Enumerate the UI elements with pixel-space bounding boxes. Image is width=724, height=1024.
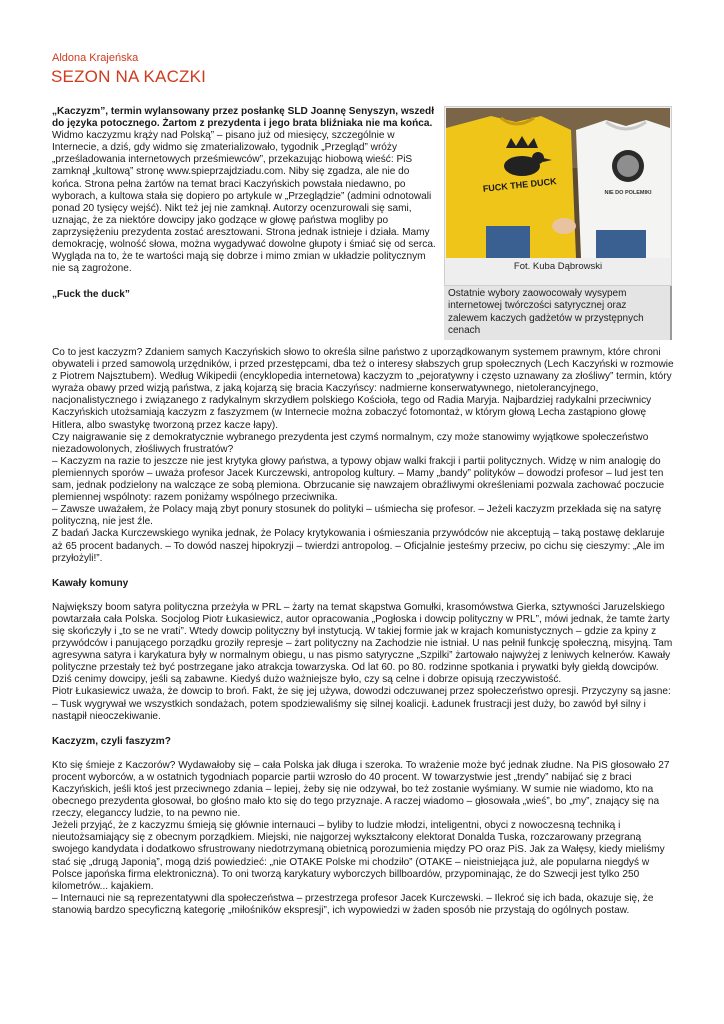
paragraph: Kto się śmieje z Kaczorów? Wydawałoby się – cała Polska jak długa i szeroka. To wrażenie może być jednak złudne. Na PiS głosowało 27 procent wyborców, a w ostatnich tygodniach poparcie partii wzrosło do 40 procent. W towarzystwie jest „trendy” nabijać się z braci Kaczyńskich, jeśli ktoś jest przeciwnego zdania – lepiej, żeby się nie odzywał, bo też zostanie wyśmiany. W sumie nie wiadomo, kto na obecnego prezydenta głosował, bo głośno mało kto się do tego przyznaje. A raczej wiadomo – głosowała „wieś”, bo „my”, znający się na rzeczy, eleganccy ludzie, to na pewno nie. [52,759,670,820]
paragraph: Co to jest kaczyzm? Zdaniem samych Kaczyńskich słowo to określa silne państwo z uporządkowanym systemem prawnym, które chroni obywateli i przed samowolą urzędników, i przed przestępcami, dba też o interesy słabszych grup społecznych (Lech Kaczyński w rozmowie z Piotrem Najsztubem). Według Wikipedii (encyklopedia internetowa) kaczyzm to „pejoratywny i często uznawany za złośliwy” termin, który wyraża obawy przed wizją państwa, z jaką kojarzą się bracia Kaczyńscy: nadmierne konserwatywnego, nietolerancyjnego, nacjonalistycznego i związanego z radykalnym skrzydłem polskiego Kościoła, tego od Radia Maryja. Najbardziej radykalni przeciwnicy Kaczyńskich utożsamiają kaczyzm z faszyzmem (w Internecie można zobaczyć fotomontaż, w którym głową Lecha zastąpiono głowę Hitlera, albo swastykę tworzoną przez kacze łapy). [52,347,674,431]
paragraph: Piotr Łukasiewicz uważa, że dowcip to broń. Fakt, że się jej używa, dowodzi odczuwanej przez społeczeństwo opresji. Przyczyny są jasne: – Tusk wygrywał we wszystkich sondażach, potem spodziewaliśmy się silnej koalicji. Ładunek frustracji jest duży, bo zawód był silny i nastąpił nieoczekiwanie. [52,686,671,722]
section-heading-fuck-the-duck: „Fuck the duck” [52,289,130,301]
paragraph: Jeżeli przyjąć, że z kaczyzmu śmieją się głównie internauci – byliby to ludzie młodzi, inteligentni, obyci z nowoczesną techniką i nieutożsamiający się z obecnym porządkiem. Miejski, nie najgorzej wykształcony elektorat Donalda Tuska, rozczarowany przegraną swojego kandydata i dodatkowo sfrustrowany niedotrzymaną obietnicą porozumienia między PO oraz PiS. Jak za Wałęsy, kiedy mieliśmy stać się „drugą Japonią”, mogą dziś powiedzieć: „nie OTAKE Polske mi chodziło” (OTAKE – nieistniejąca już, ale popularna niegdyś w Polsce japońska firma elektroniczna). To oni tworzą karykatury wyborczych billboardów, przypominając, że do Szwecji jest tylko 250 kilometrów... kajakiem. [52,820,665,892]
photo-illustration [446,108,670,258]
intro-column [52,106,440,301]
paragraph: Czy naigrawanie się z demokratycznie wybranego prezydenta jest czymś normalnym, czy może stanowimy wyjątkowe społeczeństwo niezadowolonych, złośliwych frustratów? [52,431,649,455]
paragraph: Z badań Jacka Kurczewskiego wynika jednak, że Polacy krytykowania i ośmieszania przywódców nie akceptują – taką postawę deklaruje aż 65 procent badanych. – To dowód naszej hipokryzji – twierdzi antropolog. – Oficjalnie jesteśmy przeciw, po cichu się cieszymy: „Ale im przyłożyli!”. [52,528,665,564]
left-shirt-text: FUCK THE DUCK [482,176,558,194]
photo-tshirts [446,108,670,258]
article-author: Aldona Krajeńska [52,52,139,64]
paragraph: – Internauci nie są reprezentatywni dla społeczeństwa – przestrzega profesor Jacek Kurczewski. – Ilekroć się ich bada, okazuje się, że stanowią bardzo specyficzną kategorię „miłośników ekspresji”, ich wypowiedzi w żaden sposób nie przystają do ogólnych postaw. [52,892,654,916]
paragraph: – Zawsze uważałem, że Polacy mają zbyt ponury stosunek do polityki – uśmiecha się profesor. – Jeżeli kaczyzm przekłada się na satyrę polityczną, nie jest źle. [52,504,662,528]
photo-caption-box [444,286,672,340]
article-lead: „Kaczyzm”, termin wylansowany przez posłankę SLD Joannę Senyszyn, wszedł do języka potocznego. Żartom z prezydenta i jego brata bliźniaka nie ma końca. [52,106,435,130]
article-title: SEZON NA KACZKI [51,67,207,86]
section-heading-kawaly-komuny: Kawały komuny [52,577,129,589]
intro-paragraph: Widmo kaczyzmu krąży nad Polską” – pisano już od miesięcy, szczególnie w Internecie, a dziś, gdy widmo się zmaterializowało, tygodnik „Przegląd” wróży „prześladowania internetowych prześmiewców”, przekazując hiobową wieść: PiS zamknął „kultową” stronę www.spieprzajdziadu.com. Niby się zgadza, ale nie do końca. Strona pełna żartów na temat braci Kaczyńskich powstała niedawno, po wyborach, a kultowa stała się dopiero po artykule w „Przeglądzie” (admini odnotowali ponad 20 tysięcy wejść). Nikt też jej nie zamknął. Autorzy ocenzurowali się sami, uznając, że za niektóre dowcipy jako godzące w głowę państwa mogliby po zaprzysiężeniu prezydenta zostać aresztowani. Strona jednak istnieje i działa. Mamy demokrację, wolność słowa, można wygadywać dowolne głupoty i śmiać się od serca. Wygląda na to, że te wartości mają się dobrze i mimo zmian w układzie politycznym nie są zagrożone. [52,130,436,275]
article-body [52,347,674,917]
right-shirt-text: NIE DO POLEMIKI [604,190,652,196]
photo-credit: Fot. Kuba Dąbrowski [513,261,603,272]
photo-caption: Ostatnie wybory zaowocowały wysypem internetowej twórczości satyrycznej oraz zalewem kaczych gadżetów w przystępnych cenach [448,288,644,336]
paragraph: Największy boom satyra polityczna przeżyła w PRL – żarty na temat skąpstwa Gomułki, krasomówstwa Gierka, sztywności Jaruzelskiego powtarzała cała Polska. Socjolog Piotr Łukasiewicz, autor opracowania „Pogłoska i dowcip polityczny w PRL”, mówi jednak, że tamte żarty się skończyły i „to se ne vrati”. Wtedy dowcip polityczny był instytucją. W takiej formie jak w krajach komunistycznych – gdzie za kpiny z przywódców i panującego porządku groziły represje – żart polityczny na Zachodzie nie istniał. U nas pełnił funkcję społeczną, misyjną. Tam agresywna satyra i karykatura były w normalnym obiegu, u nas pismo satyryczne „Szpilki” żartowało najwyżej z leniwych kelnerów. Kawały polityczne przestały też być postrzegane jako atrakcja towarzyska. Od lat 60. po 80. rodzinne spotkania i prywatki były giełdą dowcipów. Dziś cenimy dowcipy, jeśli są zabawne. Kiedyś dużo ważniejsze było, czy są celne i dobrze opisują rzeczywistość. [52,601,673,686]
section-heading-kaczyzm-faszyzm: Kaczyzm, czyli faszyzm? [52,735,171,747]
photo-frame [444,106,672,286]
paragraph: – Kaczyzm na razie to jeszcze nie jest krytyka głowy państwa, a typowy objaw walki frakcji i partii politycznych. Widzę w nim analogię do plemiennych sporów – uważa profesor Jacek Kurczewski, antropolog kultury. – Mamy „bandy” polityków – dowodzi profesor – lud jest ten sam, jednak podzielony na walczące ze sobą plemiona. Obrzucanie się nawzajem obraźliwymi określeniami pozwala zachować poczucie plemiennej wspólnoty: razem poniżamy wspólnego przeciwnika. [52,455,665,504]
